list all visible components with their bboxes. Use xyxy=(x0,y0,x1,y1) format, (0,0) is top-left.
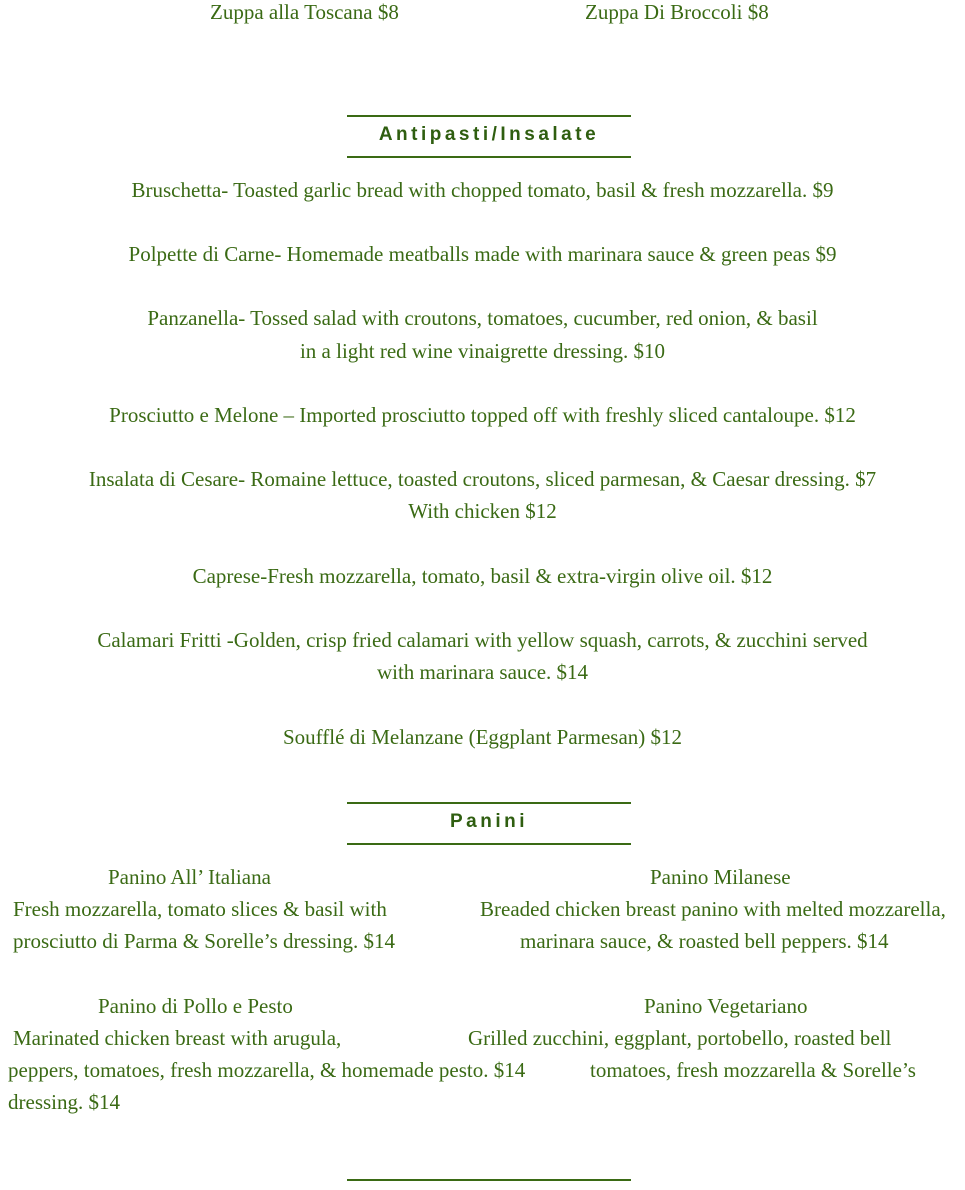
zuppa-toscana: Zuppa alla Toscana $8 xyxy=(210,0,399,24)
prosciutto-item: Prosciutto e Melone – Imported prosciutto topped off with freshly sliced cantaloupe. $12 xyxy=(109,403,856,427)
antipasti-heading: Antipasti/Insalate xyxy=(378,124,600,145)
calamari-line-1: Calamari Fritti -Golden, crisp fried calamari with yellow squash, carrots, & zucchini served xyxy=(97,628,868,652)
panini-heading: Panini xyxy=(449,811,528,832)
panini-bottom-rule xyxy=(347,843,631,845)
milanese-line-1: Breaded chicken breast panino with melted mozzarella, xyxy=(480,897,946,921)
pollo-title: Panino di Pollo e Pesto xyxy=(98,994,293,1018)
milanese-line-2: marinara sauce, & roasted bell peppers. $14 xyxy=(520,929,889,953)
cesare-line-2: With chicken $12 xyxy=(408,499,557,523)
panini-top-rule xyxy=(347,802,631,804)
panzanella-line-1: Panzanella- Tossed salad with croutons, tomatoes, cucumber, red onion, & basil xyxy=(147,306,818,330)
vegetariano-line-2: tomatoes, fresh mozzarella & Sorelle’s xyxy=(590,1058,916,1082)
cesare-line-1: Insalata di Cesare- Romaine lettuce, toasted croutons, sliced parmesan, & Caesar dressing. $7 xyxy=(88,467,877,491)
pollo-line-2: peppers, tomatoes, fresh mozzarella, & homemade pesto. $14 xyxy=(8,1058,526,1082)
vegetariano-title: Panino Vegetariano xyxy=(644,994,808,1018)
zuppa-broccoli: Zuppa Di Broccoli $8 xyxy=(585,0,769,24)
souffle-item: Soufflé di Melanzane (Eggplant Parmesan) $12 xyxy=(282,725,683,749)
vegetariano-line-1: Grilled zucchini, eggplant, portobello, roasted bell xyxy=(468,1026,892,1050)
pollo-line-3: dressing. $14 xyxy=(8,1090,120,1114)
panzanella-line-2: in a light red wine vinaigrette dressing. $10 xyxy=(299,339,666,363)
bruschetta-item: Bruschetta- Toasted garlic bread with chopped tomato, basil & fresh mozzarella. $9 xyxy=(131,178,834,202)
caprese-item: Caprese-Fresh mozzarella, tomato, basil & extra-virgin olive oil. $12 xyxy=(192,564,773,588)
polpette-item: Polpette di Carne- Homemade meatballs made with marinara sauce & green peas $9 xyxy=(128,242,837,266)
next-section-top-rule xyxy=(347,1179,631,1181)
pollo-line-1: Marinated chicken breast with arugula, xyxy=(13,1026,342,1050)
calamari-line-2: with marinara sauce. $14 xyxy=(376,660,589,684)
antipasti-bottom-rule xyxy=(347,156,631,158)
italiana-line-1: Fresh mozzarella, tomato slices & basil with xyxy=(13,897,387,921)
antipasti-top-rule xyxy=(347,115,631,117)
italiana-line-2: prosciutto di Parma & Sorelle’s dressing. $14 xyxy=(13,929,396,953)
milanese-title: Panino Milanese xyxy=(650,865,791,889)
italiana-title: Panino All’ Italiana xyxy=(108,865,271,889)
